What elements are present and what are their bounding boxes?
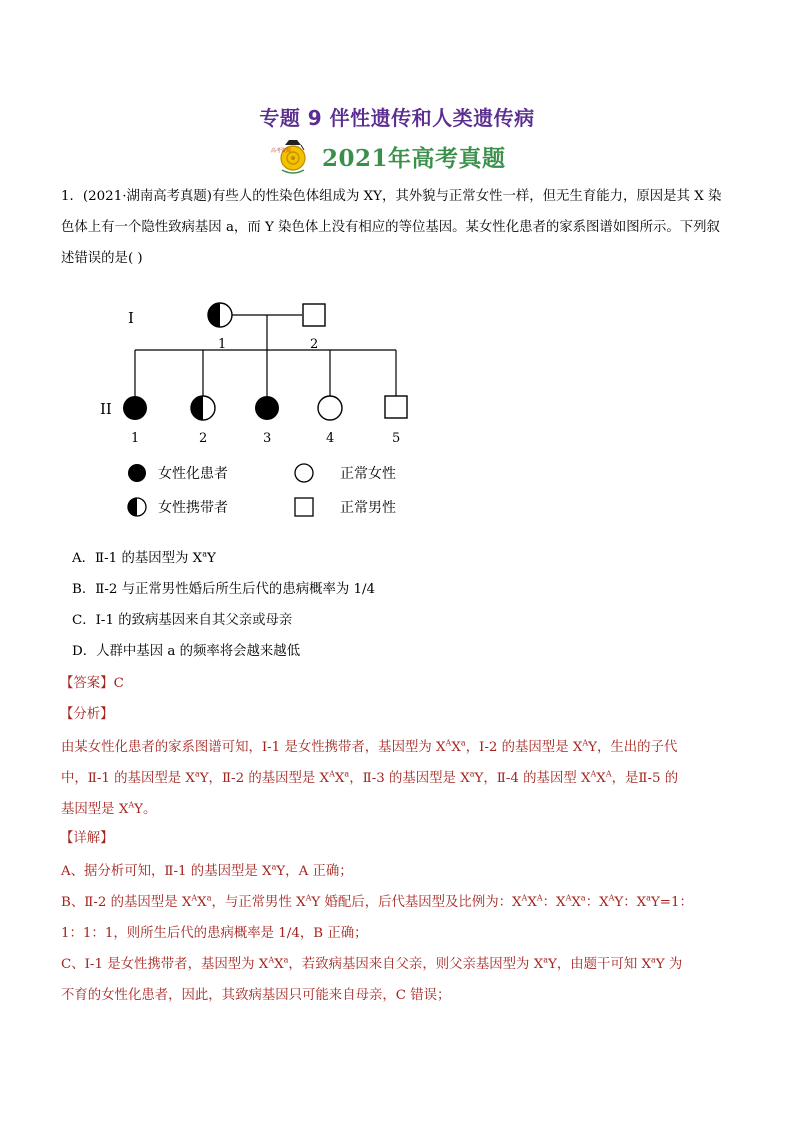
legend-carrier-female-icon	[128, 498, 146, 516]
detail-b: B、Ⅱ-2 的基因型是 $X^AX^a$，与正常男性 $X^AY$ 婚配后，后代基因型及比例为：$X^AX^A$：$X^AX^a$：$X^AY$：$X^aY=1$： 1：1：1，则所生后代的患病概率是 1/4，B 正确；	[61, 893, 693, 941]
legend-normal-male-label: 正常男性	[340, 500, 396, 516]
gen2-number-5: 5	[392, 431, 401, 446]
gen2-number-4: 4	[326, 431, 335, 446]
analysis-text: 由某女性化患者的家系图谱可知，Ⅰ-1 是女性携带者，基因型为 $X^AX^a$，Ⅰ-2 的基因型是 $X^AY$，生出的子代 中，Ⅱ-1 的基因型是 $X^aY$，Ⅱ-2 的基因型是 $X^AX^a$，Ⅱ-3 的基因型是 $X^aY$，Ⅱ-4 的基因型 $X^AX^A$，是Ⅱ-5 的 基因型是 $X^AY$。	[61, 738, 679, 817]
legend-normal-male-icon	[295, 498, 313, 516]
logo-icon	[268, 136, 314, 176]
legend-affected-female-icon	[128, 464, 146, 482]
legend-affected-female-label: 女性化患者	[158, 466, 228, 482]
legend-normal-female-label: 正常女性	[340, 466, 396, 482]
gen2-normal-female-4	[318, 396, 342, 420]
gen1-number-1: 1	[218, 337, 227, 352]
logo-text: 高考资源	[271, 148, 292, 154]
gen2-affected-female-1	[123, 396, 147, 420]
legend-carrier-female-label: 女性携带者	[158, 500, 228, 516]
option-c: C．I-1 的致病基因来自其父亲或母亲	[72, 613, 293, 628]
pedigree-chart	[0, 290, 794, 530]
gen2-carrier-female-2	[191, 396, 215, 420]
gen2-number-3: 3	[263, 431, 272, 446]
detail-a: A、据分析可知，Ⅱ-1 的基因型是 $X^aY$，A 正确；	[61, 862, 353, 879]
page-title: 专题 9 伴性遗传和人类遗传病	[259, 106, 535, 130]
generation-2-label: II	[100, 400, 112, 418]
legend-normal-female-icon	[295, 464, 313, 482]
generation-1-label: I	[128, 309, 134, 327]
gen2-number-1: 1	[131, 431, 140, 446]
option-a: A．Ⅱ-1 的基因型为 $X^aY$	[72, 549, 216, 566]
answer-value: C	[113, 676, 124, 691]
detail-label: 【详解】	[60, 831, 114, 846]
gen2-number-2: 2	[199, 431, 208, 446]
subtitle-block	[268, 136, 506, 176]
gen1-normal-male	[303, 304, 325, 326]
answer	[60, 674, 124, 694]
option-b: B．Ⅱ-2 与正常男性婚后所生后代的患病概率为 1/4	[72, 582, 376, 597]
analysis-label: 【分析】	[60, 707, 114, 722]
page-subtitle: 2021年高考真题	[322, 144, 506, 172]
gen1-number-2: 2	[310, 337, 319, 352]
gen2-normal-male-5	[385, 396, 407, 418]
answer-label: 【答案】	[60, 676, 114, 691]
option-d: D．人群中基因 a 的频率将会越来越低	[72, 644, 301, 659]
detail-c: C、Ⅰ-1 是女性携带者，基因型为 $X^AX^a$，若致病基因来自父亲，则父亲基因型为 $X^aY$，由题干可知 $X^aY$ 为 不育的女性化患者，因此，其致病基因只可能来自母亲，C 错误；	[61, 955, 683, 1003]
question-text: 1．(2021·湖南高考真题)有些人的性染色体组成为 XY，其外貌与正常女性一样，但无生育能力，原因是其 X 染色体上有一个隐性致病基因 a，而 Y 染色体上没有相应的等位基因。某女性化患者的家系图谱如图所示。下列叙述错误的是( )	[61, 189, 722, 266]
gen2-affected-female-3	[255, 396, 279, 420]
gen1-female-carrier	[208, 303, 232, 327]
